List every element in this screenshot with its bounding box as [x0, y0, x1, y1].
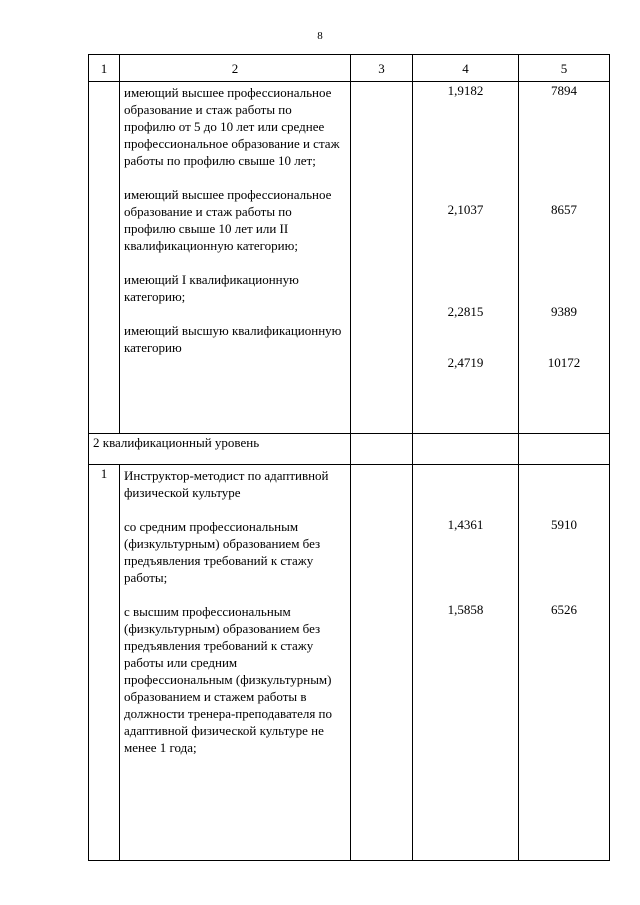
salary-value: 5910 [551, 517, 577, 532]
coefficient-value: 1,9182 [447, 83, 484, 98]
salary-value: 10172 [547, 355, 581, 370]
entry-text: имеющий высшее профессиональное образование и стаж работы по профилю свыше 10 лет или II квалификационную категорию; [124, 187, 332, 253]
header-col-2: 2 [120, 55, 351, 82]
header-col-4: 4 [413, 55, 519, 82]
table-row-instructor [89, 465, 610, 861]
header-col-5: 5 [519, 55, 610, 82]
description-cell [120, 465, 351, 861]
coefficient-value: 1,5858 [447, 602, 484, 617]
coefficient-cell [413, 465, 519, 861]
coefficient-value: 2,1037 [447, 202, 484, 217]
header-col-1: 1 [89, 55, 120, 82]
salary-value: 7894 [551, 83, 577, 98]
salary-cell [519, 465, 610, 861]
salary-spacer [519, 465, 609, 499]
entry-text: со средним профессиональным (физкультурным) образованием без предъявления требований к стажу работы; [124, 519, 321, 585]
description-cell [120, 82, 351, 434]
coefficient-value: 2,2815 [447, 304, 484, 319]
coefficient-cell [413, 82, 519, 434]
empty-col-3-cell [351, 434, 413, 465]
salary-value: 9389 [551, 304, 577, 319]
qualification-level-label: 2 квалификационный уровень [93, 435, 260, 450]
table-row-qualification-1 [89, 82, 610, 434]
coefficient-spacer [413, 465, 518, 499]
entry-text: имеющий I квалификационную категорию; [124, 272, 299, 304]
table-header-row [89, 55, 610, 82]
empty-col-5-cell [519, 434, 610, 465]
row-number-cell: 1 [89, 465, 120, 861]
coefficient-value: 2,4719 [447, 355, 484, 370]
page-number: 8 [317, 30, 323, 42]
empty-col-3-cell [351, 82, 413, 434]
header-col-3: 3 [351, 55, 413, 82]
salary-value: 8657 [551, 202, 577, 217]
coefficient-value: 1,4361 [447, 517, 484, 532]
empty-col-4-cell [413, 434, 519, 465]
salary-table [88, 54, 610, 861]
entry-text: имеющий высшее профессиональное образование и стаж работы по профилю от 5 до 10 лет или среднее профессиональное образование и стаж работы по профилю свыше 10 лет; [124, 85, 340, 168]
row-number-cell [89, 82, 120, 434]
entry-text: имеющий высшую квалификационную категорию [124, 323, 342, 355]
entry-text: с высшим профессиональным (физкультурным) образованием без предъявления требований к стажу работы или средним профессиональным (физкультурным) образованием и стажем работы в должности тренера-преподавателя по адаптивной физической культуре не менее 1 года; [124, 604, 333, 755]
table-row-group-label [89, 434, 610, 465]
position-title: Инструктор-методист по адаптивной физической культуре [124, 468, 329, 500]
empty-col-3-cell [351, 465, 413, 861]
group-label-cell [89, 434, 351, 465]
salary-cell [519, 82, 610, 434]
salary-value: 6526 [551, 602, 577, 617]
